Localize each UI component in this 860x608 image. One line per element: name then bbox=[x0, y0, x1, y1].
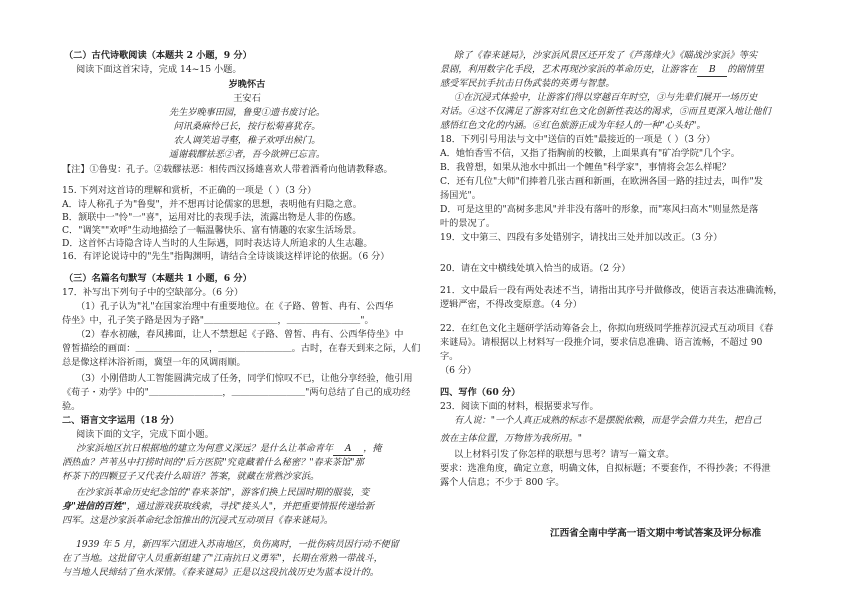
option: D．这首怀古诗隐含诗人当时的人生际遇，同时表达诗人所追求的人生志趣。 bbox=[62, 238, 373, 249]
passage-text: 沙家浜地区抗日根据地的建立为何意义深远？是什么让革命青年 bbox=[76, 443, 334, 454]
q17-text: 侍坐》中，孔子笑子路是因为子路"＿＿＿＿＿＿＿＿，＿＿＿＿＿＿＿＿"。 bbox=[62, 315, 374, 326]
question-18: 18．下列引号用法与文中"送信的百姓"最接近的一项是（ ）（3 分） bbox=[440, 134, 716, 145]
passage-line: 除了《春来谜局》，沙家浜风景区还开发了《芦荡烽火》《瞄战沙家浜》等实 bbox=[454, 50, 758, 61]
question-19: 19．文中第三、四段有多处错别字，请找出三处并加以改正。（3 分） bbox=[440, 232, 723, 243]
passage-line bbox=[76, 442, 382, 456]
option: A．她怕香雪不信，又指了指胸前的校徽，上面果真有"矿冶学院"几个字。 bbox=[440, 148, 740, 159]
option: C．"调笑""欢呼"生动地描绘了一幅温馨快乐、富有情趣的农家生活场景。 bbox=[62, 225, 362, 236]
poem-title: 岁晚怀古 bbox=[228, 79, 266, 90]
option: A．诗人称孔子为"鲁叟"，并不想再讨论儒家的思想，表明他有归隐之意。 bbox=[62, 199, 362, 210]
passage-line: 1939 年 5 月，新四军六团进入苏南地区，负伤离时，一批伤病员因行动不便留 bbox=[76, 539, 399, 550]
passage-line: 感悟红色文化的内涵。⑥红色旅游正成为年轻人的一种"心头好"。 bbox=[440, 120, 706, 131]
blank-b: B bbox=[697, 63, 727, 77]
instruction: 阅读下面的文字，完成下面小题。 bbox=[76, 429, 214, 440]
poem-author: 王安石 bbox=[233, 93, 261, 104]
poem-line: 农人调笑追寻壑，稚子欢呼出候门。 bbox=[173, 135, 321, 146]
section-heading: （三）名篇名句默写（本题共 1 小题，6 分） bbox=[64, 273, 252, 284]
option: B．我曾想，如果从池水中抓出一个鲤鱼"科学家"，事情将会怎么样呢？ bbox=[440, 162, 731, 173]
poem-line: 遥谢载醪祛恶②者，吾今欲辨已忘言。 bbox=[168, 149, 326, 160]
section-heading: 四、写作（60 分） bbox=[440, 387, 521, 398]
question-21: 21．文中最后一段有两处表述不当，请指出其序号并做修改，使语言表达准确流畅， bbox=[440, 285, 783, 296]
passage-text: 的剧情里 bbox=[727, 64, 764, 75]
blank-a: A bbox=[333, 442, 363, 456]
q17-text: 曾皙描绘的画面：＿＿＿＿＿＿＿＿，＿＿＿＿＿＿＿＿。古时，在春天到来之际，人们 bbox=[62, 343, 421, 354]
option-continued: 扬国光"。 bbox=[440, 190, 481, 201]
option: D．可是这里的"高树多悲风"并非没有落叶的形象，而"寒风扫高木"则显然是落 bbox=[440, 204, 759, 215]
quote-line: 放在主体位置，万物皆为我所用。" bbox=[440, 433, 583, 444]
passage-line bbox=[440, 63, 764, 77]
poem-line: 问讯桑麻怜已长，按行松菊喜犹存。 bbox=[173, 121, 321, 132]
question-23: 23．阅读下面的材料，根据要求写作。 bbox=[440, 401, 599, 412]
passage-line: 洒热血？芦苇丛中打捞时间的"后方医院"究竟藏着什么秘密？"春来茶馆"那 bbox=[62, 457, 364, 468]
quote-line: 有人说："一个人真正成熟的标志不是摆脱依赖，而是学会借力共生，把自己 bbox=[454, 415, 762, 426]
answer-key-title: 江西省全南中学高一语文期中考试答案及评分标准 bbox=[550, 528, 762, 539]
instruction: 阅读下面这首宋诗，完成 14~15 小题。 bbox=[76, 64, 242, 75]
left-column bbox=[62, 0, 432, 608]
poem-line: 先生岁晚事田园，鲁叟①遗书废讨论。 bbox=[168, 107, 326, 118]
right-column bbox=[440, 0, 800, 608]
passage-line: ①在沉浸式体验中，让游客们得以穿越百年时空，③与先辈们展开一场历史 bbox=[454, 92, 758, 103]
q17-text: （3）小刚借助人工智能圆满完成了任务，同学们惊叹不已，让他分享经验，他引用 bbox=[76, 373, 413, 384]
question-22: （6 分） bbox=[440, 365, 477, 376]
poem-note: 【注】①鲁叟：孔子。②载醪祛恶：相传西汉扬雄喜欢人带着酒肴向他请教释惑。 bbox=[62, 164, 393, 175]
question-22: 字。 bbox=[440, 351, 459, 362]
passage-line: 在了当地。这批留守人员重新组建了"江南抗日义勇军"，长期在常熟一带战斗， bbox=[62, 553, 383, 564]
question-20: 20．请在文中横线处填入恰当的成语。（2 分） bbox=[440, 263, 631, 274]
q17-text: 总是像这样沐浴祈雨，冀望一年的风调雨顺。 bbox=[62, 357, 246, 368]
question-21: 逻辑严密，不得改变原意。（4 分） bbox=[440, 299, 582, 310]
q17-text: 验。 bbox=[62, 401, 81, 412]
question-17: 17．补写出下列句子中的空缺部分。（6 分） bbox=[62, 287, 244, 298]
passage-line: 对话。④这不仅满足了游客对红色文化创新性表达的渴求，⑤而且更深入地让他们 bbox=[440, 106, 771, 117]
passage-line: 在沙家浜革命历史纪念馆的"春来茶馆"，游客们换上民国时期的服装，变 bbox=[76, 487, 370, 498]
q17-text: （2）春水初融，春风拂面，让人不禁想起《子路、曾皙、冉有、公西华侍坐》中 bbox=[76, 329, 404, 340]
writing-requirements: 要求：选准角度，确定立意，明确文体，自拟标题；不要套作，不得抄袭；不得泄 bbox=[440, 463, 771, 474]
quoted-phrase: 身"进信的百姓" bbox=[62, 501, 127, 512]
passage-text: 景剧，利用数字化手段，艺术再现沙家浜的革命历史，让游客在 bbox=[440, 64, 698, 75]
question-15: 15. 下列对这首诗的理解和赏析，不正确的一项是（ ）（3 分） bbox=[62, 185, 317, 196]
passage-line: 杯茶下的四颗豆子又代表什么暗语？答案，就藏在常熟沙家浜。 bbox=[62, 471, 320, 482]
section-heading: （二）古代诗歌阅读（本题共 2 小题，9 分） bbox=[64, 50, 252, 61]
option: B．颔联中一"怜"一"喜"，运用对比的表现手法，流露出物是人非的伤感。 bbox=[62, 212, 362, 223]
q17-text: （1）孔子认为"礼"在国家治理中有重要地位。在《子路、曾皙、冉有、公西华 bbox=[76, 301, 394, 312]
passage-line: 与当地人民缔结了鱼水深情。《春来谜局》正是以这段抗战历史为蓝本设计的。 bbox=[62, 567, 379, 578]
option-continued: 叶的景况了。 bbox=[440, 218, 496, 229]
passage-line: 四军。这是沙家浜革命纪念馆推出的沉浸式互动项目《春来谜局》。 bbox=[62, 515, 334, 526]
q17-text: 《荀子・劝学》中的"＿＿＿＿＿＿＿＿，＿＿＿＿＿＿＿＿"两句总结了自己的成功经 bbox=[62, 387, 411, 398]
passage-line bbox=[62, 500, 374, 513]
question-22: 来谜局》。请根据以上材料写一段推介词，要求信息准确、语言流畅，不超过 90 bbox=[440, 337, 763, 348]
question-22: 22．在红色文化主题研学活动筹备会上，你拟向班级同学推荐沉浸式互动项目《春 bbox=[440, 323, 774, 334]
section-heading: 二、语言文字运用（18 分） bbox=[62, 415, 180, 426]
passage-text: ，通过游戏获取线索，寻找"接头人"，并把重要情报传递给新 bbox=[126, 501, 375, 512]
question-16: 16．有评论说诗中的"先生"指陶渊明，请结合全诗谈谈这样评论的依据。（6 分） bbox=[62, 251, 390, 262]
passage-line: 感受军民抗手抗击日伪武装的英勇与智慧。 bbox=[440, 78, 615, 89]
writing-requirements: 露个人信息；不少于 800 字。 bbox=[440, 477, 565, 488]
passage-text: ，掩 bbox=[363, 443, 382, 454]
writing-prompt: 以上材料引发了你怎样的联想与思考？请写一篇文章。 bbox=[454, 449, 675, 460]
option: C．还有几位"大师"们捧着几张古画和新画，在欧洲各国一路的挂过去，叫作"发 bbox=[440, 176, 763, 187]
